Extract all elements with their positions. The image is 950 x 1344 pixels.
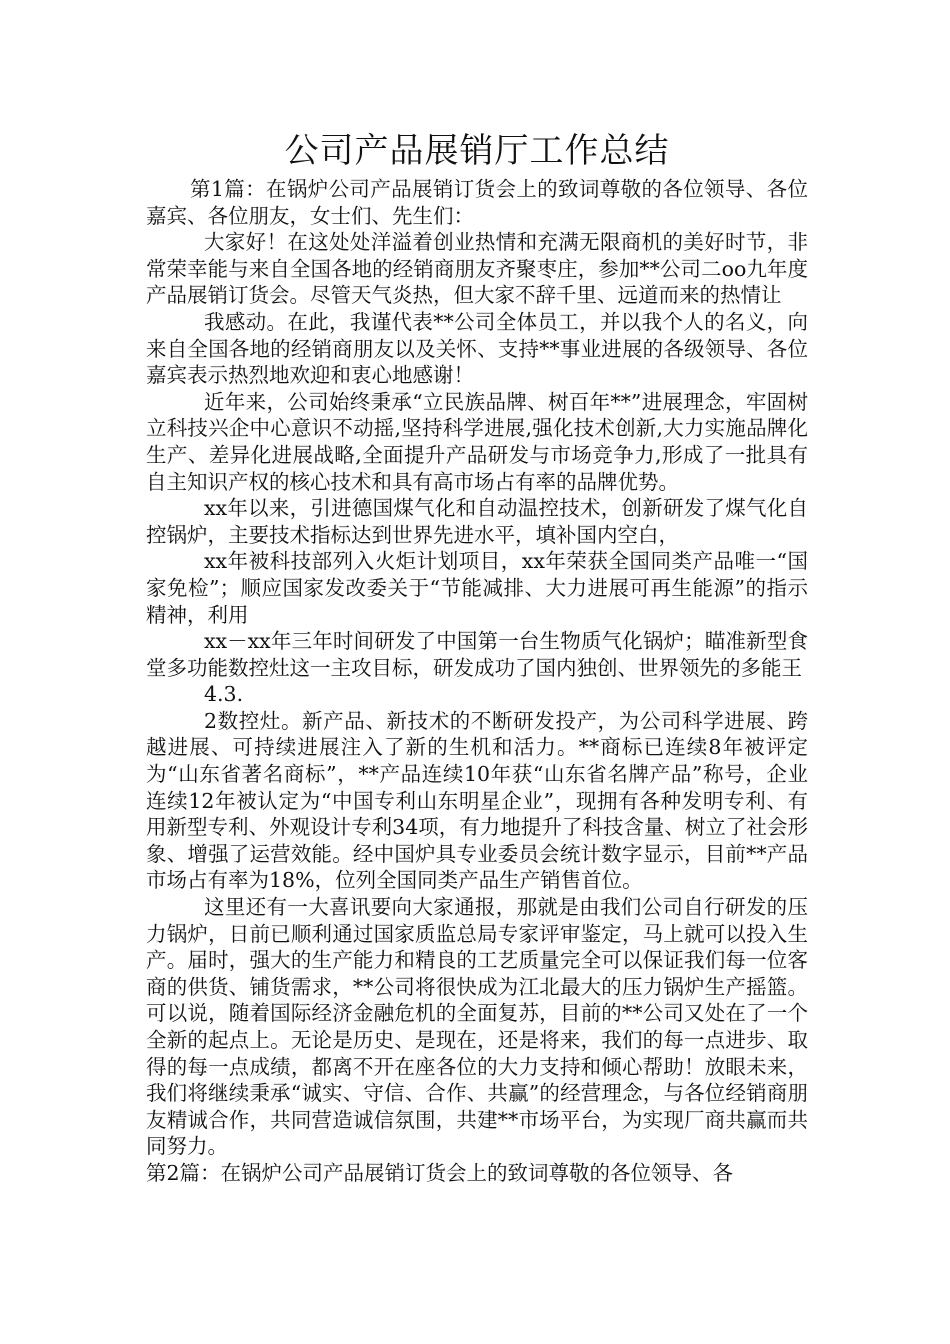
paragraph-9: 2数控灶。新产品、新技术的不断研发投产，为公司科学进展、跨越进展、可持续进展注入了新的生机和活力。**商标已连续8年被评定为“山东省著名商标”，**产品连续10年获“山东省名牌产品”称号，企业连续12年被认定为“中国专利山东明星企业”，现拥有各种发明专利、有用新型专利、外观设计专利34项，有力地提升了科技含量、树立了社会形象、增强了运营效能。经中国炉具专业委员会统计数字显示，目前**产品市场占有率为18%，位列全国同类产品生产销售首位。: [146, 708, 808, 893]
paragraph-1: 第1篇：在锅炉公司产品展销订货会上的致词尊敬的各位领导、各位嘉宾、各位朋友，女士们、先生们：: [146, 177, 808, 228]
paragraph-4: 近年来，公司始终秉承“立民族品牌、树百年**”进展理念，牢固树立科技兴企中心意识不动摇,坚持科学进展,强化技术创新,大力实施品牌化生产、差异化进展战略,全面提升产品研发与市场竞争力,形成了一批具有自主知识产权的核心技术和具有高市场占有率的品牌优势。: [146, 389, 808, 494]
paragraph-11: 第2篇：在锅炉公司产品展销订货会上的致词尊敬的各位领导、各: [146, 1160, 734, 1185]
paragraph-6: xx年被科技部列入火炬计划项目，xx年荣获全国同类产品唯一“国家免检”；顺应国家发改委关于“节能减排、大力进展可再生能源”的指示精神，利用: [146, 549, 808, 627]
document-title: 公司产品展销厅工作总结: [284, 131, 670, 171]
paragraph-7: xx－xx年三年时间研发了中国第一台生物质气化锅炉；瞄准新型食堂多功能数控灶这一主攻目标，研发成功了国内独创、世界领先的多能王: [146, 629, 808, 680]
paragraph-2: 大家好！在这处处洋溢着创业热情和充满无限商机的美好时节，非常荣幸能与来自全国各地的经销商朋友齐聚枣庄，参加**公司二oo九年度产品展销订货会。尽管天气炎热，但大家不辞千里、远道而来的热情让: [146, 230, 808, 308]
paragraph-3: 我感动。在此，我谨代表**公司全体员工，并以我个人的名义，向来自全国各地的经销商朋友以及关怀、支持**事业进展的各级领导、各位嘉宾表示热烈地欢迎和衷心地感谢！: [146, 309, 808, 388]
paragraph-5: xx年以来，引进德国煤气化和自动温控技术，创新研发了煤气化自控锅炉，主要技术指标达到世界先进水平，填补国内空白，: [146, 496, 808, 547]
document-page: [146, 128, 808, 1187]
paragraph-10: 这里还有一大喜讯要向大家通报，那就是由我们公司自行研发的压力锅炉，日前已顺利通过国家质监总局专家评审鉴定，马上就可以投入生产。届时，强大的生产能力和精良的工艺质量完全可以保证我们每一位客商的供货、铺货需求，**公司将很快成为江北最大的压力锅炉生产摇篮。可以说，随着国际经济金融危机的全面复苏，目前的**公司又处在了一个全新的起点上。无论是历史、是现在，还是将来，我们的每一点进步、取得的每一点成绩，都离不开在座各位的大力支持和倾心帮助！放眼未来，我们将继续秉承“诚实、守信、合作、共赢”的经营理念，与各位经销商朋友精诚合作，共同营造诚信氛围，共建**市场平台，为实现厂商共赢而共同努力。: [146, 895, 808, 1159]
paragraph-8: 4.3.: [204, 682, 244, 707]
